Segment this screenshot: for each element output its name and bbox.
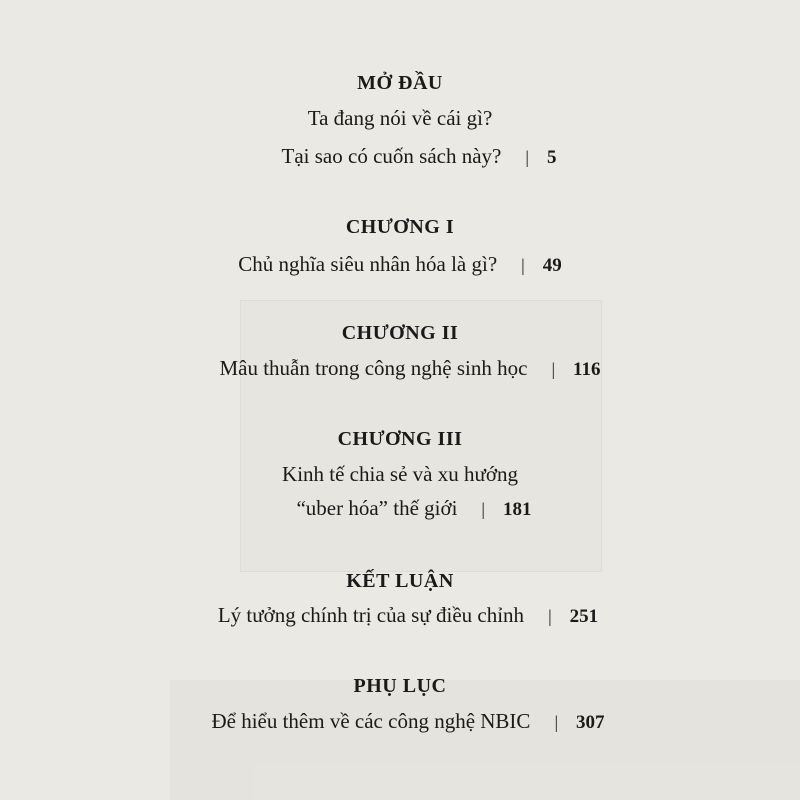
page-number: 251	[569, 606, 599, 627]
toc-entry[interactable]	[0, 106, 800, 131]
separator: |	[481, 499, 486, 519]
section-heading-chapter-3: CHƯƠNG III	[337, 428, 463, 450]
background-bleed	[170, 680, 800, 800]
section-heading-chapter-2: CHƯƠNG II	[341, 322, 459, 344]
section-heading-appendix: PHỤ LỤC	[353, 675, 447, 697]
section-heading-conclusion: KẾT LUẬN	[346, 570, 454, 592]
separator: |	[551, 359, 556, 379]
page-number: 181	[503, 499, 532, 520]
entry-title: Chủ nghĩa siêu nhân hóa là gì?	[238, 252, 498, 276]
entry-title: “uber hóa” thế giới	[296, 496, 458, 520]
entry-title: Ta đang nói về cái gì?	[307, 106, 493, 130]
toc-entry[interactable]	[0, 496, 800, 521]
section-heading-intro: MỞ ĐẦU	[357, 72, 443, 94]
page-number: 49	[542, 255, 562, 276]
toc-entry[interactable]	[0, 144, 800, 169]
page-number: 5	[546, 147, 557, 168]
separator: |	[548, 606, 552, 626]
toc-entry[interactable]	[0, 462, 800, 487]
page-number: 307	[576, 712, 605, 733]
entry-title: Để hiểu thêm về các công nghệ NBIC	[211, 709, 531, 733]
toc-entry[interactable]	[0, 709, 800, 734]
entry-title: Tại sao có cuốn sách này?	[281, 144, 502, 168]
separator: |	[554, 712, 559, 732]
page-number: 116	[573, 359, 601, 380]
section-heading-chapter-1: CHƯƠNG I	[345, 216, 455, 238]
separator: |	[525, 147, 529, 167]
entry-title: Mâu thuẫn trong công nghệ sinh học	[219, 356, 528, 380]
toc-entry[interactable]	[0, 356, 800, 381]
separator: |	[521, 255, 525, 275]
toc-entry[interactable]	[0, 603, 800, 628]
entry-title: Lý tưởng chính trị của sự điều chỉnh	[217, 603, 525, 627]
entry-title: Kinh tế chia sẻ và xu hướng	[282, 462, 518, 486]
toc-entry[interactable]	[0, 252, 800, 277]
